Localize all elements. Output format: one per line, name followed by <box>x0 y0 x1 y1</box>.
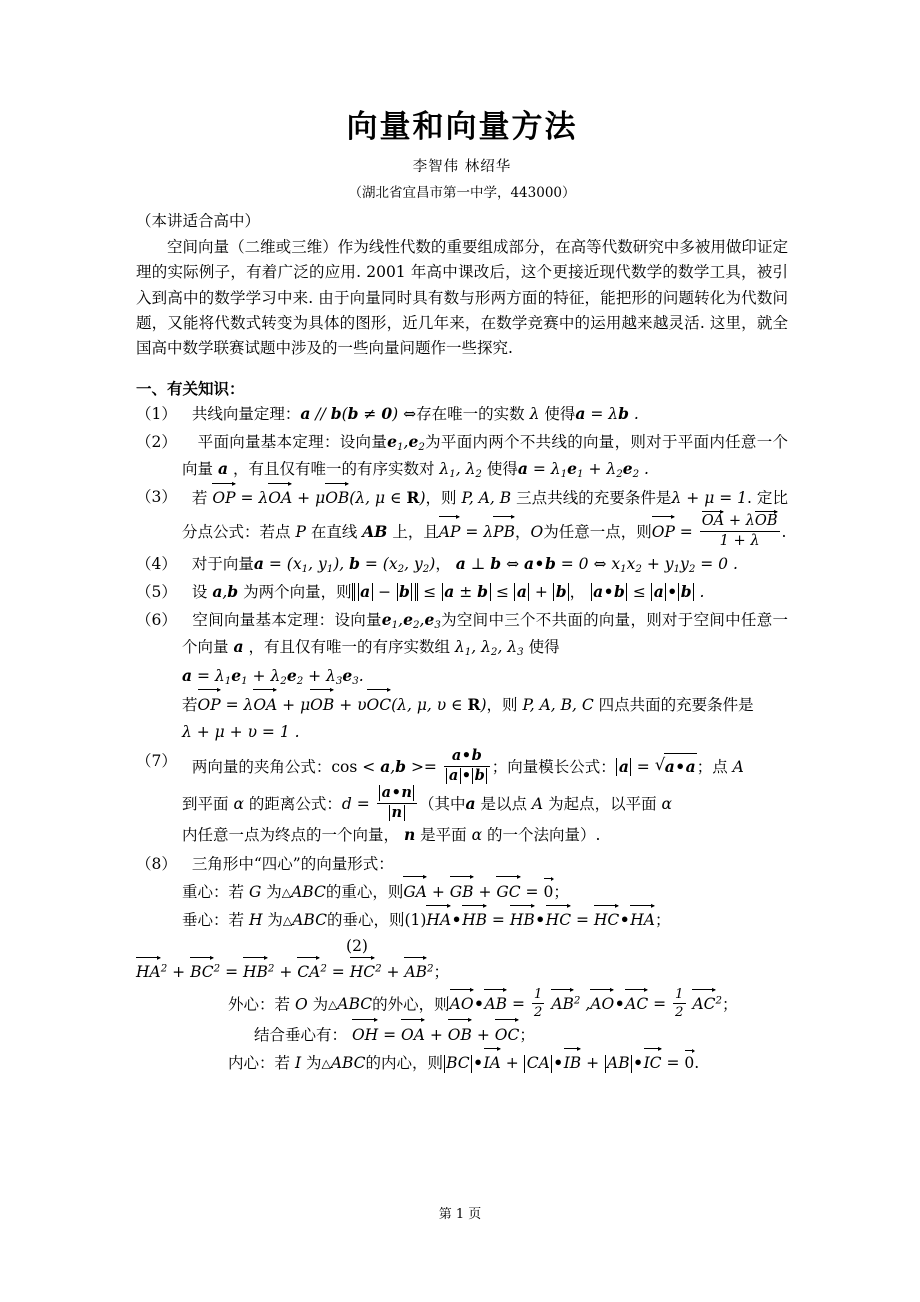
item-3-point-o: O <box>530 522 544 541</box>
item-3-line-ab: AB <box>362 521 388 541</box>
item-1-label: 共线向量定理： <box>191 404 301 423</box>
centroid-label: 重心：若 <box>182 882 245 901</box>
knowledge-item-4 <box>136 551 788 578</box>
orthocenter-triangle-abc: △ABC <box>282 911 327 930</box>
item-3-frac-formula: OP = $\frac{\text{OA + λOB}}{1 + \lambda}$ <box>651 512 778 549</box>
knowledge-item-3 <box>136 484 788 549</box>
item-7-part7: 是以点 <box>480 794 527 813</box>
item-8-body <box>182 851 788 878</box>
item-7-part2: ；向量模长公式： <box>491 757 616 776</box>
item-7-norm-formula: a = √ a•a <box>616 758 697 776</box>
item-1-formula-a: a // b(b ≠ 0) ⇔ <box>300 403 417 423</box>
item-3-part9: . <box>781 522 787 541</box>
orthocenter-line <box>182 906 788 935</box>
item-7-distance-formula: d = $\frac{a•n}{n}$ <box>342 795 419 813</box>
orthocenter-2-semicolon: ； <box>433 963 450 982</box>
circumcenter-mid2: 的外心，则 <box>372 995 450 1014</box>
orthocenter-marker-1: (1) <box>404 911 427 930</box>
item-3-part2: ，则 <box>425 489 457 508</box>
orthocenter-label: 垂心：若 <box>182 911 245 930</box>
item-4-number: （4） <box>136 554 177 573</box>
item-7-part11: 的一个法向量）. <box>487 826 601 845</box>
item-5-body <box>182 579 788 605</box>
item-3-number: （3） <box>136 488 177 507</box>
item-6-part5: 若 <box>182 695 198 714</box>
affiliation-line: （湖北省宜昌市第一中学，443000） <box>348 184 576 201</box>
centroid-point-g: G <box>244 882 267 901</box>
item-7-part6: （其中 <box>418 794 466 813</box>
item-7-point-a: A <box>727 757 744 776</box>
incenter-mid: 为 <box>306 1054 322 1073</box>
centroid-formula: GA + GB + GC = 0 <box>403 883 553 901</box>
item-6-vector-a: a <box>233 637 244 657</box>
item-3-part3: 三点共线的充要条件是 <box>516 489 672 508</box>
item-7-normal-line <box>182 821 788 850</box>
author-line: 李智伟 林绍华 <box>412 158 512 175</box>
item-5-inequality-1: a − b ≤ a ± b ≤ a + b <box>352 583 570 601</box>
item-2-part4: 使得 <box>486 459 518 478</box>
circumcenter-line <box>228 987 788 1021</box>
centroid-triangle-abc: △ABC <box>281 882 326 901</box>
item-8-label: 三角形中“四心”的向量形式： <box>191 855 394 874</box>
item-6-basis: $e_1,e_2,e_3$ <box>381 609 441 631</box>
item-6-part3: ，有且仅有唯一的有序实数组 <box>248 638 450 657</box>
centroid-mid: 为 <box>266 882 282 901</box>
item-4-perp: a ⊥ b ⇔ a•b = 0 ⇔ $x_1x_2 + y_1y_2 = 0$ . <box>455 553 738 575</box>
page-title: 向量和向量方法 <box>346 109 578 145</box>
item-3-ap-pb: AP = λPB <box>439 523 515 541</box>
item-3-sum: λ + μ = 1 <box>671 489 748 508</box>
item-5-label: 设 <box>191 583 208 602</box>
item-2-part3: ，有且仅有唯一的有序实数对 <box>232 459 435 478</box>
section-heading: 一、有关知识： <box>136 378 245 398</box>
item-3-points: P, A, B <box>456 489 517 508</box>
item-4-coords: $a = (x_1$, $y_1$), $b = (x_2$, $y_2$) <box>253 553 436 575</box>
item-5-number: （5） <box>136 583 177 602</box>
item-6-part6: ，则 <box>486 695 518 714</box>
item-1-text-tail2: 使得 <box>544 404 576 423</box>
knowledge-item-8 <box>136 851 788 878</box>
item-6-body <box>182 607 788 662</box>
item-6-points: P, A, B, C <box>517 695 599 714</box>
item-1-lambda: λ <box>524 404 545 423</box>
item-6-formula: $a = \lambda_1e_1 + \lambda_2e_2 + \lambda_3e_3$. <box>182 665 364 687</box>
item-3-point-p: P <box>290 522 311 541</box>
orthocenter-semicolon: ； <box>654 911 671 930</box>
incenter-mid2: 的内心，则 <box>365 1054 444 1073</box>
circumcenter-label: 外心：若 <box>228 995 291 1014</box>
orthocenter-mid2: 的垂心，则 <box>326 911 405 930</box>
circumcenter-extra-label: 结合垂心有： <box>254 1025 348 1044</box>
item-3-part8: 为任意一点，则 <box>543 522 652 541</box>
intro-paragraph: 空间向量（二维或三维）作为线性代数的重要组成部分，在高等代数研究中多被用做印证定理的实际例子，有着广泛的应用. 2001 年高中课改后，这个更接近现代数学的数学工具，被引入到高中的数学学习中来. 由于向量同时具有数与形两方面的特征，能把形的问题转化为代数问题，又能将代数式转变为具体的图形，近几年来，在数学竞赛中的运用越来越灵活. 这里，就全国高中数学联赛试题中涉及的一些向量问题作一些探究. <box>136 238 788 357</box>
item-3-formula-op: OP = λOA + μOB(λ, μ ∈ R) <box>207 489 425 507</box>
incenter-period: . <box>694 1054 700 1073</box>
item-1-formula-b: a = λb . <box>575 403 639 423</box>
circumcenter-semicolon: ； <box>722 995 738 1014</box>
item-5-inequality-2: a•b ≤ a • b . <box>585 583 704 601</box>
item-6-part2: 为空间中三个不共面的向量，则对于空间中任意一个向量 <box>182 610 788 657</box>
item-7-vector-a2: a <box>465 793 476 813</box>
circumcenter-point-o: O <box>290 995 313 1014</box>
item-7-normal-n: n <box>403 825 416 845</box>
item-3-part7: ， <box>514 522 531 541</box>
centroid-semicolon: ； <box>553 882 569 901</box>
knowledge-item-7 <box>136 748 788 785</box>
item-6-op-formula: OP = λOA + μOB + υOC(λ, μ, υ ∈ R) <box>198 696 487 714</box>
item-2-body <box>182 429 788 484</box>
item-2-basis: $e_1,e_2$ <box>387 431 425 453</box>
item-6-lambdas: $\lambda_1$, $\lambda_2$, $\lambda_3$ <box>449 638 524 659</box>
item-3-body <box>182 484 788 549</box>
item-2-number: （2） <box>136 432 177 451</box>
item-5-part3: ， <box>569 583 586 602</box>
item-7-point-a2: A <box>527 794 549 813</box>
item-7-part10: 是平面 <box>420 826 467 845</box>
item-2-label: 平面向量基本定理：设向量 <box>197 432 388 451</box>
item-6-sum-formula: λ + μ + υ = 1 . <box>182 723 300 742</box>
item-7-alpha-2: α <box>656 794 677 813</box>
audience-note: （本讲适合高中） <box>136 211 261 230</box>
item-7-alpha-1: α <box>228 794 249 813</box>
centroid-mid2: 的重心，则 <box>325 882 404 901</box>
item-1-text-tail: 存在唯一的实数 <box>416 404 525 423</box>
item-1-number: （1） <box>136 404 177 423</box>
orthocenter-formula-2: $HA^2 + BC^2 = HB^2 + CA^2 = HC^2 + AB^2$ <box>136 963 434 981</box>
item-1-body <box>182 401 788 428</box>
orthocenter-formula-1: HA•HB = HB•HC = HC•HA <box>426 911 655 929</box>
knowledge-item-6 <box>136 607 788 662</box>
item-7-part8: 为起点，以平面 <box>548 794 657 813</box>
circumcenter-formula: AO•AB = $\frac{1}{2}$ $AB^2$ ,AO•AC = $\frac{1}{2}$ $AC^2$ <box>449 986 723 1021</box>
incenter-line <box>228 1049 788 1078</box>
item-2-vector-a: a <box>217 458 228 478</box>
circumcenter-extra-semicolon: ； <box>519 1025 535 1044</box>
item-7-part5: 的距离公式： <box>248 794 342 813</box>
item-7-part9: 内任意一点为终点的一个向量， <box>182 826 400 845</box>
item-5-part2: 为两个向量，则 <box>243 583 352 602</box>
item-6-number: （6） <box>136 610 177 629</box>
knowledge-item-1 <box>136 401 788 428</box>
item-6-sum-condition <box>182 719 788 747</box>
item-7-part3: ；点 <box>696 757 728 776</box>
item-7-cos-formula: cos < a,b >= $\frac{a•b}{a • b}$ <box>331 758 491 776</box>
item-7-part4: 到平面 <box>182 794 229 813</box>
knowledge-item-2 <box>136 429 788 484</box>
item-4-part2: ， <box>435 554 451 573</box>
circumcenter-mid: 为 <box>312 995 329 1014</box>
item-7-label: 两向量的夹角公式： <box>191 757 332 776</box>
page-content <box>136 0 788 1078</box>
incenter-triangle-abc: △ABC <box>321 1054 366 1073</box>
item-2-part2: 为平面内两个不共线的向量，则对于平面内任意一个向量 <box>182 432 788 478</box>
item-2-lambdas: $\lambda_1$, $\lambda_2$ <box>434 459 482 480</box>
orthocenter-mid: 为 <box>267 911 283 930</box>
item-6-label: 空间向量基本定理：设向量 <box>192 610 382 629</box>
item-4-body <box>182 551 788 578</box>
orthocenter-formula-2-line <box>136 958 788 987</box>
item-7-distance-line <box>182 785 788 822</box>
incenter-label: 内心：若 <box>228 1054 291 1073</box>
item-5-vectors: a,b <box>212 582 239 602</box>
item-7-alpha-3: α <box>466 826 488 845</box>
circumcenter-extra-line <box>254 1021 788 1050</box>
incenter-point-i: I <box>290 1054 306 1073</box>
item-6-part4: 使得 <box>528 638 560 657</box>
item-6-coplanar-line <box>182 691 788 720</box>
incenter-formula: BC •IA + CA •IB + AB •IC = 0 <box>443 1054 694 1072</box>
item-3-part4: . 定比分点公式：若点 <box>182 489 788 541</box>
orthocenter-point-h: H <box>244 911 268 930</box>
item-3-label: 若 <box>191 489 208 508</box>
item-2-formula: $a = \lambda_1e_1 + \lambda_2e_2$ . <box>517 458 649 480</box>
orthocenter-marker-2: (2) <box>346 936 368 955</box>
item-6-decomposition <box>182 662 788 691</box>
page-footer: 第 1 页 <box>438 1207 482 1222</box>
item-7-number: （7） <box>136 751 177 770</box>
item-4-label: 对于向量 <box>191 554 254 573</box>
item-7-body <box>182 748 788 785</box>
centroid-line <box>182 878 788 907</box>
orthocenter-marker-2-line <box>136 935 788 958</box>
knowledge-item-5 <box>136 579 788 606</box>
item-3-part5: 在直线 <box>310 522 358 541</box>
item-6-part7: 四点共面的充要条件是 <box>598 695 754 714</box>
circumcenter-extra-formula: OH = OA + OB + OC <box>347 1026 519 1044</box>
circumcenter-triangle-abc: △ABC <box>328 995 373 1014</box>
item-3-part6: 上，且 <box>392 522 439 541</box>
item-8-number: （8） <box>136 855 177 874</box>
